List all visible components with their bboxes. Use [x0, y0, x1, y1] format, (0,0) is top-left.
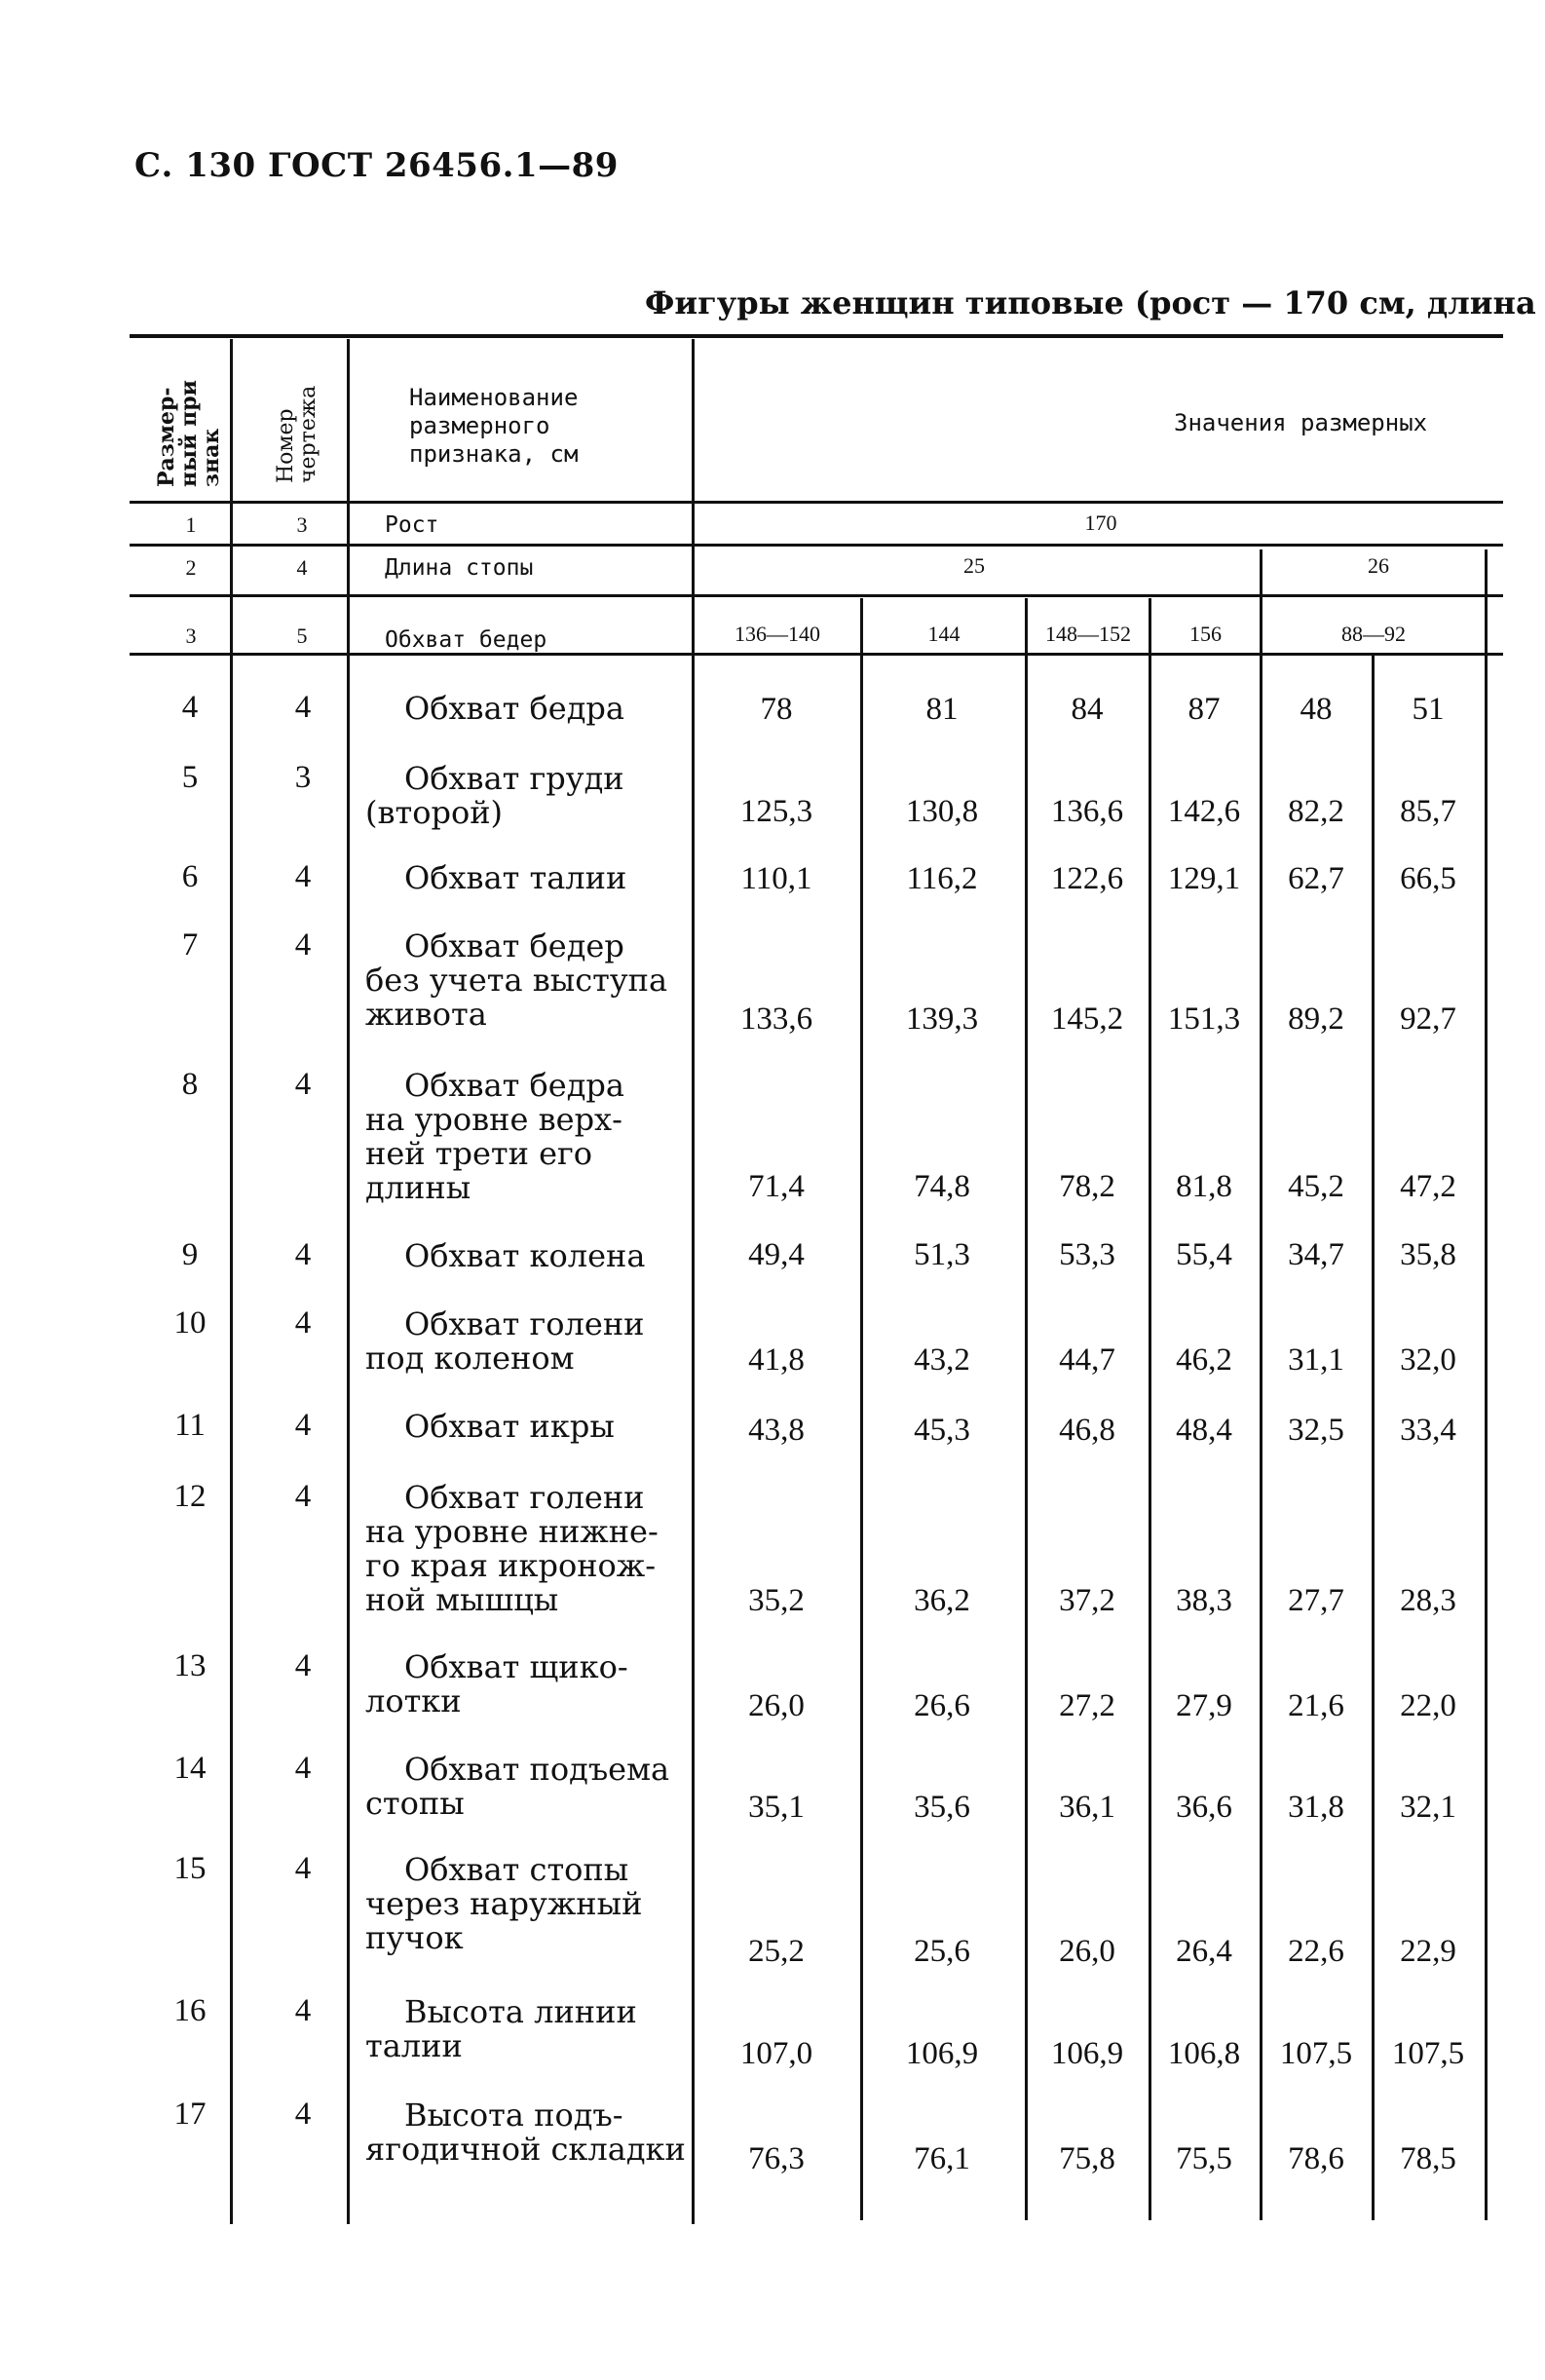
row-value: 32,0 [1400, 1342, 1456, 1378]
header-drawing: Номер чертежа [274, 385, 320, 483]
row-value: 107,5 [1391, 2036, 1465, 2071]
hrow2-drawing: 4 [296, 555, 308, 580]
row-name-line: Обхват груди [404, 760, 624, 797]
row-drawing: 4 [294, 1648, 312, 1683]
row-num: 16 [173, 1993, 207, 2028]
row-name-line: ней трети его [365, 1135, 593, 1172]
row-name [365, 1239, 645, 1273]
row-value: 43,8 [748, 1413, 805, 1448]
row-num: 5 [181, 760, 199, 795]
row-drawing: 4 [294, 1305, 312, 1341]
row-drawing: 4 [294, 1067, 312, 1102]
hrow1-drawing: 3 [296, 512, 308, 537]
row-value: 136,6 [1050, 794, 1124, 829]
row-value: 36,2 [914, 1583, 970, 1618]
row-value: 76,3 [748, 2141, 805, 2176]
row-value: 25,6 [914, 1934, 970, 1969]
row-drawing: 4 [294, 927, 312, 963]
row-value: 85,7 [1400, 794, 1456, 829]
col-divider-1 [230, 339, 233, 2224]
row2-bottom-rule [130, 594, 1503, 597]
row-name [365, 692, 624, 726]
row-value: 75,5 [1176, 2141, 1232, 2176]
row-name-line: Высота линии [404, 1993, 637, 2030]
row-num: 14 [173, 1751, 207, 1786]
row-value: 92,7 [1400, 1001, 1456, 1037]
row-name [365, 1853, 642, 1955]
row-value: 26,6 [914, 1688, 970, 1723]
row-value: 78,2 [1059, 1169, 1115, 1204]
row-drawing: 3 [294, 760, 312, 795]
row-name-line: на уровне нижне- [365, 1513, 659, 1550]
hrow1-name: Рост [385, 512, 439, 538]
row3-bottom-rule [130, 653, 1503, 656]
row-value: 31,8 [1288, 1790, 1344, 1825]
hrow1-value: 170 [1084, 510, 1117, 535]
row-value: 51 [1412, 692, 1445, 727]
row-value: 87 [1187, 692, 1221, 727]
hrow3-value-1: 136—140 [735, 622, 820, 646]
row-drawing: 4 [294, 1237, 312, 1272]
row-value: 81 [925, 692, 959, 727]
header-values: Значения размерных [1174, 409, 1428, 436]
table-caption: Фигуры женщин типовые (рост — 170 см, длина [645, 284, 1536, 321]
row-value: 51,3 [914, 1237, 970, 1272]
row-value: 78 [760, 692, 793, 727]
row-value: 53,3 [1059, 1237, 1115, 1272]
row-value: 62,7 [1288, 861, 1344, 896]
row-value: 139,3 [905, 1001, 979, 1037]
row-value: 116,2 [906, 861, 978, 896]
row-name-line: лотки [365, 1682, 462, 1719]
row-name [365, 1410, 615, 1444]
row-value: 82,2 [1288, 794, 1344, 829]
row-value: 47,2 [1400, 1169, 1456, 1204]
row-value: 35,8 [1400, 1237, 1456, 1272]
row-value: 48,4 [1176, 1413, 1232, 1448]
row-value: 133,6 [739, 1001, 813, 1037]
hrow1-num: 1 [185, 512, 197, 537]
row-value: 110,1 [740, 861, 812, 896]
row-name-line: Высота подъ- [404, 2097, 623, 2134]
row-value: 26,4 [1176, 1934, 1232, 1969]
row-name-line: ягодичной складки [365, 2131, 686, 2168]
row-drawing: 4 [294, 1479, 312, 1514]
row-value: 71,4 [748, 1169, 805, 1204]
row-name [365, 929, 667, 1032]
row-name-line: под коленом [365, 1340, 575, 1377]
row-name-line: Обхват стопы [404, 1851, 629, 1888]
row-name-line: без учета выступа [365, 962, 668, 999]
row-name [365, 1650, 628, 1719]
row-name-line: стопы [365, 1785, 465, 1822]
row-name-line: живота [365, 996, 487, 1033]
row-num: 4 [181, 690, 199, 725]
row-name-line: пучок [365, 1919, 464, 1956]
row-drawing: 4 [294, 1408, 312, 1443]
row-value: 66,5 [1400, 861, 1456, 896]
row-num: 13 [173, 1648, 207, 1683]
header-name: Наименование размерного признака, см [409, 384, 579, 468]
row-value: 84 [1071, 692, 1104, 727]
row-value: 31,1 [1288, 1342, 1344, 1378]
row-value: 44,7 [1059, 1342, 1115, 1378]
row-value: 33,4 [1400, 1413, 1456, 1448]
row-value: 22,0 [1400, 1688, 1456, 1723]
row-value: 27,2 [1059, 1688, 1115, 1723]
row-value: 107,5 [1279, 2036, 1353, 2071]
col-divider-6 [1149, 598, 1151, 2220]
row-value: 48 [1300, 692, 1333, 727]
row-value: 145,2 [1050, 1001, 1124, 1037]
header-bottom-rule [130, 501, 1503, 504]
row-value: 28,3 [1400, 1583, 1456, 1618]
row-name [365, 861, 626, 895]
row-name-line: го края икронож- [365, 1547, 657, 1584]
row-value: 107,0 [739, 2036, 813, 2071]
row-value: 22,6 [1288, 1934, 1344, 1969]
row-name-line: длины [365, 1169, 471, 1206]
row-name-line: Обхват бедер [404, 927, 624, 964]
row-value: 130,8 [905, 794, 979, 829]
row-name-line: ной мышцы [365, 1581, 559, 1618]
row-drawing: 4 [294, 1993, 312, 2028]
row-drawing: 4 [294, 1751, 312, 1786]
row-value: 45,3 [914, 1413, 970, 1448]
row-name-line: Обхват бедра [404, 1067, 624, 1104]
row-value: 35,2 [748, 1583, 805, 1618]
row-value: 46,8 [1059, 1413, 1115, 1448]
row-value: 32,5 [1288, 1413, 1344, 1448]
table-top-rule [130, 334, 1503, 338]
row-value: 78,6 [1288, 2141, 1344, 2176]
row-drawing: 4 [294, 690, 312, 725]
row-name-line: Обхват колена [404, 1237, 646, 1274]
row-value: 55,4 [1176, 1237, 1232, 1272]
row-name-line: на уровне верх- [365, 1101, 622, 1138]
row-value: 22,9 [1400, 1934, 1456, 1969]
row-value: 151,3 [1167, 1001, 1241, 1037]
row-num: 9 [181, 1237, 199, 1272]
row-drawing: 4 [294, 1851, 312, 1886]
row-value: 43,2 [914, 1342, 970, 1378]
row-name [365, 1481, 659, 1617]
row-value: 26,0 [1059, 1934, 1115, 1969]
row-value: 27,9 [1176, 1688, 1232, 1723]
row-name [365, 1069, 624, 1205]
row-value: 142,6 [1167, 794, 1241, 829]
row-num: 6 [181, 859, 199, 894]
row-num: 10 [173, 1305, 207, 1341]
row-value: 46,2 [1176, 1342, 1232, 1378]
row-name-line: Обхват голени [404, 1305, 645, 1342]
hrow3-value-4: 156 [1189, 622, 1222, 646]
row-value: 106,9 [1050, 2036, 1124, 2071]
row-num: 17 [173, 2097, 207, 2132]
row-value: 35,6 [914, 1790, 970, 1825]
row-value: 41,8 [748, 1342, 805, 1378]
row-drawing: 4 [294, 2097, 312, 2132]
row-value: 49,4 [748, 1237, 805, 1272]
hrow2-value-b: 26 [1368, 553, 1389, 578]
row-value: 37,2 [1059, 1583, 1115, 1618]
row-value: 34,7 [1288, 1237, 1344, 1272]
row-name-line: Обхват голени [404, 1479, 645, 1516]
col-divider-2 [347, 339, 350, 2224]
row-value: 78,5 [1400, 2141, 1456, 2176]
row-value: 27,7 [1288, 1583, 1344, 1618]
header-sign: Размер- ный при знак [154, 380, 224, 487]
row-name-line: Обхват бедра [404, 690, 624, 727]
hrow3-num: 3 [185, 623, 197, 648]
row-value: 21,6 [1288, 1688, 1344, 1723]
row-value: 106,8 [1167, 2036, 1241, 2071]
col-divider-5 [1025, 598, 1028, 2220]
row-value: 36,6 [1176, 1790, 1232, 1825]
row-value: 125,3 [739, 794, 813, 829]
row-value: 74,8 [914, 1169, 970, 1204]
row1-bottom-rule [130, 544, 1503, 547]
col-divider-4 [860, 598, 863, 2220]
page-header: С. 130 ГОСТ 26456.1—89 [134, 146, 619, 185]
row-value: 75,8 [1059, 2141, 1115, 2176]
row-num: 11 [174, 1408, 206, 1443]
row-name-line: (второй) [365, 794, 504, 831]
row-value: 106,9 [905, 2036, 979, 2071]
row-num: 7 [181, 927, 199, 963]
row-num: 8 [181, 1067, 199, 1102]
row-name [365, 1307, 644, 1376]
hrow2-value-a: 25 [963, 553, 985, 578]
row-value: 35,1 [748, 1790, 805, 1825]
row-name-line: Обхват талии [404, 859, 627, 896]
hrow2-name: Длина стопы [385, 555, 534, 581]
row-name [365, 1753, 669, 1821]
row-name [365, 1995, 637, 2063]
hrow3-name: Обхват бедер [385, 627, 547, 653]
row-value: 81,8 [1176, 1169, 1232, 1204]
row-num: 12 [173, 1479, 207, 1514]
hrow3-value-5: 88—92 [1341, 622, 1406, 646]
row-value: 129,1 [1167, 861, 1241, 896]
row-name-line: Обхват икры [404, 1408, 615, 1445]
hrow3-value-2: 144 [927, 622, 961, 646]
row-name-line: талии [365, 2027, 463, 2064]
hrow2-num: 2 [185, 555, 197, 580]
hrow3-drawing: 5 [296, 623, 308, 648]
row-value: 32,1 [1400, 1790, 1456, 1825]
row-value: 38,3 [1176, 1583, 1232, 1618]
row-value: 89,2 [1288, 1001, 1344, 1037]
row-value: 26,0 [748, 1688, 805, 1723]
row-value: 25,2 [748, 1934, 805, 1969]
row-value: 45,2 [1288, 1169, 1344, 1204]
row-name [365, 762, 624, 830]
row-name-line: Обхват щико- [404, 1648, 628, 1685]
row-num: 15 [173, 1851, 207, 1886]
row-name [365, 2098, 686, 2167]
row-value: 122,6 [1050, 861, 1124, 896]
row-value: 36,1 [1059, 1790, 1115, 1825]
hrow3-value-3: 148—152 [1045, 622, 1131, 646]
row-name-line: через наружный [365, 1885, 643, 1922]
row-drawing: 4 [294, 859, 312, 894]
row-value: 76,1 [914, 2141, 970, 2176]
row-name-line: Обхват подъема [404, 1751, 670, 1788]
